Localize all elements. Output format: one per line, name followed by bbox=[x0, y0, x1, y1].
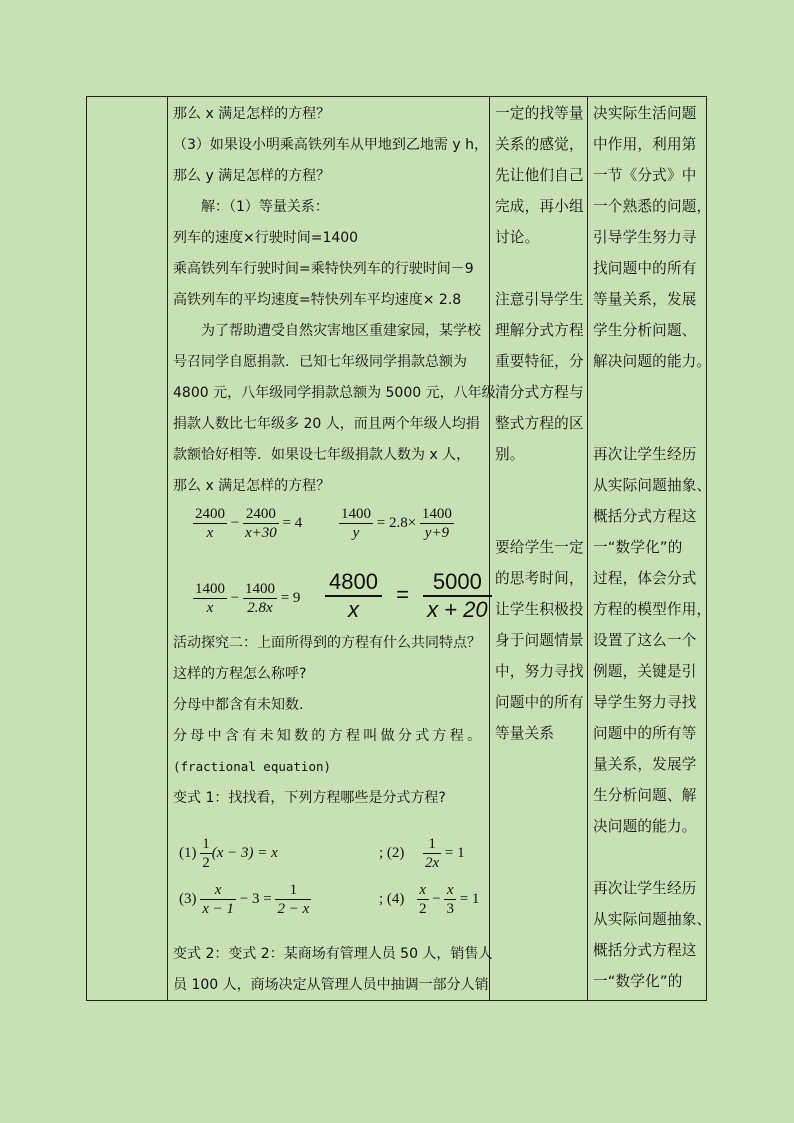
denominator: 2x bbox=[425, 855, 440, 871]
denominator: x − 1 bbox=[202, 901, 235, 917]
denominator: x+30 bbox=[244, 525, 277, 541]
denominator: x bbox=[206, 525, 214, 541]
text-line: （3）如果设小明乘高铁列车从甲地到乙地需 y h， bbox=[173, 137, 488, 153]
exercise-1-eq bbox=[179, 835, 278, 872]
text-line: 决问题的能力。 bbox=[593, 818, 697, 835]
text-line: 分母中都含有未知数. bbox=[173, 697, 304, 713]
text-line: 整式方程的区 bbox=[495, 415, 584, 432]
exercise-2-fraction bbox=[423, 835, 465, 872]
denominator: x bbox=[206, 600, 214, 616]
text-line: 概括分式方程这 bbox=[593, 942, 697, 959]
text-line: 别。 bbox=[495, 446, 525, 463]
teacher-guidance-column bbox=[495, 97, 587, 1000]
text-line: 学生分析问题、 bbox=[593, 322, 697, 339]
text-line: 再次让学生经历 bbox=[593, 446, 697, 463]
text-line: 量关系，发展学 bbox=[593, 756, 697, 773]
numerator: 2400 bbox=[195, 506, 225, 522]
text-line: 一“数学化”的 bbox=[593, 539, 683, 556]
text-line: 身于问题情景 bbox=[495, 632, 584, 649]
denominator: y+9 bbox=[424, 525, 450, 541]
equation-rhs: = 1 bbox=[444, 844, 465, 861]
text-line: 要给学生一定 bbox=[495, 539, 584, 556]
text-line: 一个熟悉的问题， bbox=[593, 198, 712, 215]
item-label: (3) bbox=[179, 890, 197, 907]
text-line: 方程的模型作用， bbox=[593, 601, 712, 618]
design-intent-column bbox=[593, 97, 712, 1000]
equation-rhs: = 4 bbox=[282, 514, 303, 531]
text-line: 让学生积极投 bbox=[495, 601, 584, 618]
exercise-4-eq: $\frac{x}{2}$ − $\frac{x}{3}$ = 1 bbox=[419, 882, 480, 917]
text-line: 关系的感觉， bbox=[495, 136, 584, 153]
exercise-4-label bbox=[379, 891, 404, 908]
text-line: 概括分式方程这 bbox=[593, 508, 697, 525]
text-line: 理解分式方程 bbox=[495, 322, 584, 339]
text-line: 从实际问题抽象、 bbox=[593, 911, 712, 928]
equation-operator: = 2.8× bbox=[376, 514, 417, 531]
text-line: 清分式方程与 bbox=[495, 384, 584, 401]
text-line: 中，努力寻找 bbox=[495, 663, 584, 680]
text-line: 重要特征，分 bbox=[495, 353, 584, 370]
variant-1-heading: 变式 1：找找看，下列方程哪些是分式方程? bbox=[173, 790, 446, 806]
text-line: 注意引导学生 bbox=[495, 291, 584, 308]
text-line: 讨论。 bbox=[495, 229, 540, 246]
text-line: 号召同学自愿捐款．已知七年级同学捐款总额为 bbox=[173, 354, 467, 370]
numerator: x bbox=[200, 881, 236, 900]
text-line: 捐款人数比七年级多 20 人，而且两个年级人均捐 bbox=[173, 416, 480, 432]
numerator: x bbox=[417, 881, 429, 900]
exercise-2-eq bbox=[379, 845, 404, 862]
text-line: 列车的速度×行驶时间=1400 bbox=[173, 230, 359, 246]
text-line: 先让他们自己 bbox=[495, 167, 584, 184]
denominator: 2 bbox=[419, 901, 427, 917]
text-line: 找问题中的所有 bbox=[593, 260, 697, 277]
text-line: 为了帮助遭受自然灾害地区重建家园，某学校 bbox=[201, 323, 481, 339]
denominator: 2 bbox=[202, 855, 210, 871]
text-line: 那么 y 满足怎样的方程？ bbox=[173, 168, 331, 184]
text-line: 4800 元，八年级同学捐款总额为 5000 元，八年级 bbox=[173, 385, 496, 401]
numerator: 1400 bbox=[195, 581, 225, 597]
separator: ; bbox=[379, 891, 384, 907]
text-line: 导学生努力寻找 bbox=[593, 694, 697, 711]
equation-1400-x: $\frac{1400}{x}$ − $\frac{1400}{2.8x}$ = 9 bbox=[195, 581, 301, 616]
denominator: x + 20 bbox=[427, 597, 488, 622]
denominator: 3 bbox=[446, 901, 454, 917]
numerator: 5000 bbox=[423, 569, 492, 597]
equation-4800 bbox=[325, 569, 492, 623]
text-line: 解决问题的能力。 bbox=[593, 353, 712, 370]
text-line: 那么 x 满足怎样的方程？ bbox=[173, 478, 331, 494]
text-line: 问题中的所有 bbox=[495, 694, 584, 711]
numerator: 1 bbox=[423, 835, 441, 854]
numerator: x bbox=[444, 881, 456, 900]
equation-2400: $\frac{2400}{x}$ − $\frac{2400}{x+30}$ = 4 bbox=[195, 506, 303, 541]
separator: ; bbox=[379, 845, 384, 861]
text-line: 高铁列车的平均速度=特快列车平均速度× 2.8 bbox=[173, 292, 462, 308]
text-line: 一节《分式》中 bbox=[593, 167, 697, 184]
item-label: (4) bbox=[386, 891, 405, 907]
text-line: 例题，关键是引 bbox=[593, 663, 697, 680]
text-line: 决实际生活问题 bbox=[593, 105, 697, 122]
text-line: 设置了这么一个 bbox=[593, 632, 697, 649]
equation-operator: − 3 = bbox=[239, 890, 272, 907]
equals-sign: = bbox=[396, 581, 409, 607]
denominator: 2.8x bbox=[247, 600, 273, 616]
text-line: 问题中的所有等 bbox=[593, 725, 697, 742]
text-line: 的思考时间， bbox=[495, 570, 584, 587]
text-line: 再次让学生经历 bbox=[593, 880, 697, 897]
column-divider bbox=[587, 97, 588, 1000]
equation-rhs: = 1 bbox=[459, 890, 480, 907]
column-divider bbox=[167, 97, 168, 1000]
text-line: 从实际问题抽象、 bbox=[593, 477, 712, 494]
text-line: 那么 x 满足怎样的方程？ bbox=[173, 106, 331, 122]
equation-rhs: = 9 bbox=[280, 589, 301, 606]
text-line: 完成，再小组 bbox=[495, 198, 584, 215]
exercise-3-eq bbox=[179, 881, 311, 918]
variant-2-heading: 变式 2：变式 2：某商场有管理人员 50 人，销售人 bbox=[173, 946, 493, 962]
numerator: 2400 bbox=[243, 505, 279, 524]
equation-rest: (x − 3) = x bbox=[211, 844, 278, 861]
text-line: 生分析问题、解 bbox=[593, 787, 697, 804]
item-label: (2) bbox=[386, 845, 405, 861]
text-line: 乘高铁列车行驶时间=乘特快列车的行驶时间－9 bbox=[173, 261, 474, 277]
definition-line: 分母中含有未知数的方程叫做分式方程。 bbox=[173, 728, 485, 744]
numerator: 1400 bbox=[421, 506, 452, 522]
text-line: 员 100 人，商场决定从管理人员中抽调一部分人销 bbox=[173, 977, 489, 993]
text-line: 中作用，利用第 bbox=[593, 136, 697, 153]
text-line: 一“数学化”的 bbox=[593, 973, 683, 990]
numerator: 1400 bbox=[244, 581, 275, 597]
denominator: 2 − x bbox=[277, 901, 310, 917]
numerator: 1 bbox=[202, 836, 210, 852]
text-line: 一定的找等量 bbox=[495, 105, 584, 122]
empty-first-column bbox=[87, 97, 167, 1000]
denominator: y bbox=[352, 525, 360, 541]
column-divider bbox=[489, 97, 490, 1000]
solution-heading: 解：（1）等量关系： bbox=[201, 199, 329, 215]
equation-1400-y bbox=[339, 505, 454, 542]
text-line: 引导学生努力寻 bbox=[593, 229, 697, 246]
numerator: 4800 bbox=[325, 569, 382, 597]
english-term: (fractional equation) bbox=[173, 759, 332, 774]
activity-heading: 活动探究二：上面所得到的方程有什么共同特点？ bbox=[173, 635, 481, 651]
numerator: 1400 bbox=[341, 506, 371, 522]
text-line: 等量关系 bbox=[495, 725, 555, 742]
text-line: 款额恰好相等．如果设七年级捐款人数为 x 人， bbox=[173, 447, 471, 463]
text-line: 过程，体会分式 bbox=[593, 570, 697, 587]
item-label: (1) bbox=[179, 844, 197, 861]
numerator: 1 bbox=[275, 881, 311, 900]
teaching-content-column bbox=[173, 97, 496, 1000]
text-line: 这样的方程怎么称呼? bbox=[173, 666, 307, 682]
text-line: 等量关系，发展 bbox=[593, 291, 697, 308]
lesson-table bbox=[86, 96, 712, 1001]
denominator: x bbox=[347, 597, 359, 622]
